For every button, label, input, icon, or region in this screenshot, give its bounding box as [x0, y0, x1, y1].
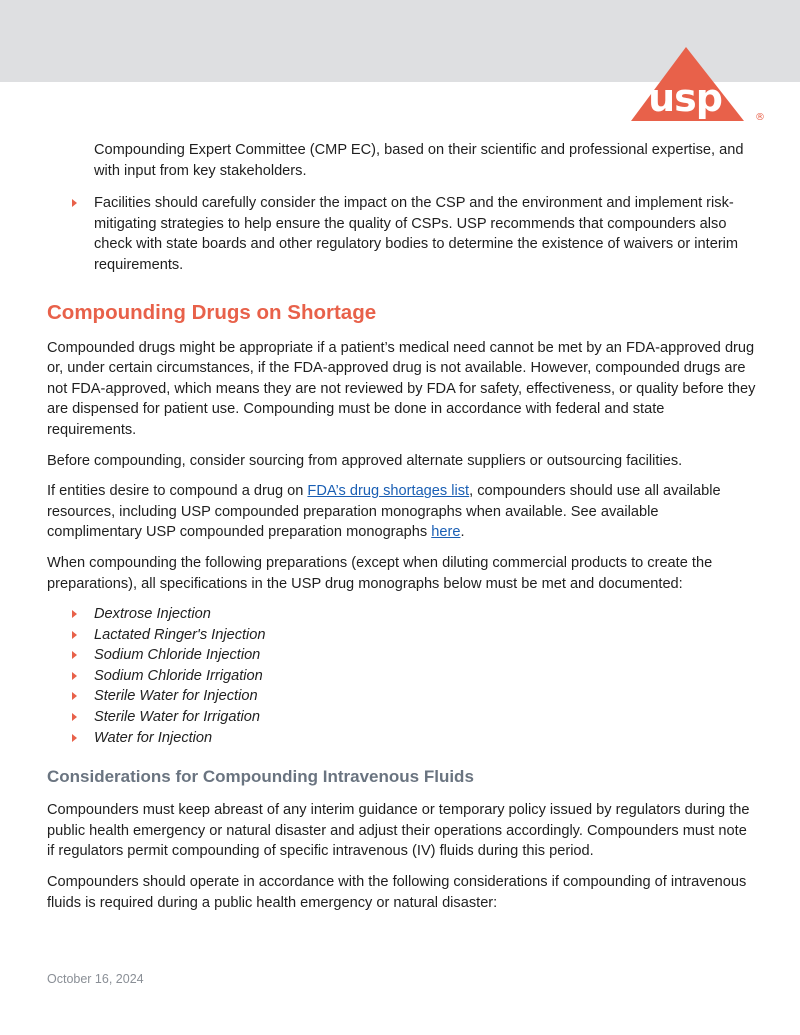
text-run: , compounders should use all available resources, including USP compounded preparation monographs when available. See available complimentary USP compounded preparation monographs	[47, 483, 721, 541]
text-run: If entities desire to compound a drug on	[47, 483, 308, 500]
list-item	[47, 666, 757, 687]
list-item-text: Facilities should carefully consider the impact on the CSP and the environment and implement risk-mitigating strategies to help ensure the quality of CSPs. USP recommends that compounders also check with state boards and other regulatory bodies to determine the existence of waivers or interim requirements.	[94, 195, 739, 273]
preparation-list	[47, 604, 757, 748]
body-paragraph: When compounding the following preparations (except when diluting commercial products to create the preparations), all specifications in the USP drug monographs below must be met and documented:	[47, 554, 713, 592]
list-item-text: Sodium Chloride Irrigation	[94, 667, 263, 684]
list-item	[47, 625, 757, 646]
bullet-arrow-icon	[72, 651, 77, 659]
list-item	[47, 604, 757, 625]
body-paragraph: Compounded drugs might be appropriate if a patient’s medical need cannot be met by an FDA-approved drug or, under certain circumstances, if the FDA-approved drug is not available. However, compounded drugs are not FDA-approved, which means they are not reviewed by FDA for safety, effectiveness, or quality before they are dispensed for patient use. Compounding must be done in accordance with federal and state requirements.	[47, 339, 756, 438]
list-item	[47, 193, 757, 275]
bullet-arrow-icon	[72, 692, 77, 700]
body-paragraph: Compounders should operate in accordance with the following considerations if compounding of intravenous fluids is required during a public health emergency or natural disaster:	[47, 874, 747, 911]
bullet-arrow-icon	[72, 631, 77, 639]
bullet-arrow-icon	[72, 672, 77, 680]
logo-text: usp	[648, 76, 722, 120]
bullet-arrow-icon	[72, 713, 77, 721]
monographs-here-link[interactable]: here	[431, 524, 461, 541]
usp-logo	[628, 45, 768, 125]
list-item	[47, 728, 757, 749]
text-run: .	[460, 524, 465, 541]
list-item-text: Sterile Water for Injection	[94, 688, 258, 705]
list-item-text: Water for Injection	[94, 729, 213, 746]
list-item-text: Dextrose Injection	[94, 606, 211, 623]
continuation-paragraph: Compounding Expert Committee (CMP EC), based on their scientific and professional expertise, and with input from key stakeholders.	[94, 142, 744, 179]
logo-registered-mark: ®	[755, 112, 765, 123]
bullet-arrow-icon	[72, 610, 77, 618]
intro-bullet-list	[47, 193, 757, 275]
list-item	[47, 707, 757, 728]
bullet-arrow-icon	[72, 199, 77, 207]
list-item-text: Sodium Chloride Injection	[94, 647, 261, 664]
list-item	[47, 645, 757, 666]
footer-date: October 16, 2024	[47, 972, 144, 986]
body-paragraph: Before compounding, consider sourcing from approved alternate suppliers or outsourcing facilities.	[47, 452, 683, 469]
list-item	[47, 686, 757, 707]
section-heading-drug-shortage: Compounding Drugs on Shortage	[47, 300, 377, 324]
main-content	[47, 140, 757, 923]
section-heading-iv-fluids: Considerations for Compounding Intravenous Fluids	[47, 767, 474, 787]
fda-drug-shortages-link[interactable]: FDA’s drug shortages list	[307, 483, 470, 500]
list-item-text: Sterile Water for Irrigation	[94, 709, 260, 726]
body-paragraph	[47, 481, 757, 543]
bullet-arrow-icon	[72, 734, 77, 742]
list-item-text: Lactated Ringer's Injection	[94, 626, 266, 643]
body-paragraph: Compounders must keep abreast of any interim guidance or temporary policy issued by regulators during the public health emergency or natural disaster and adjust their operations accordingly. Compounders must note if regulators permit compounding of specific intravenous (IV) fluids during this period.	[47, 802, 750, 860]
